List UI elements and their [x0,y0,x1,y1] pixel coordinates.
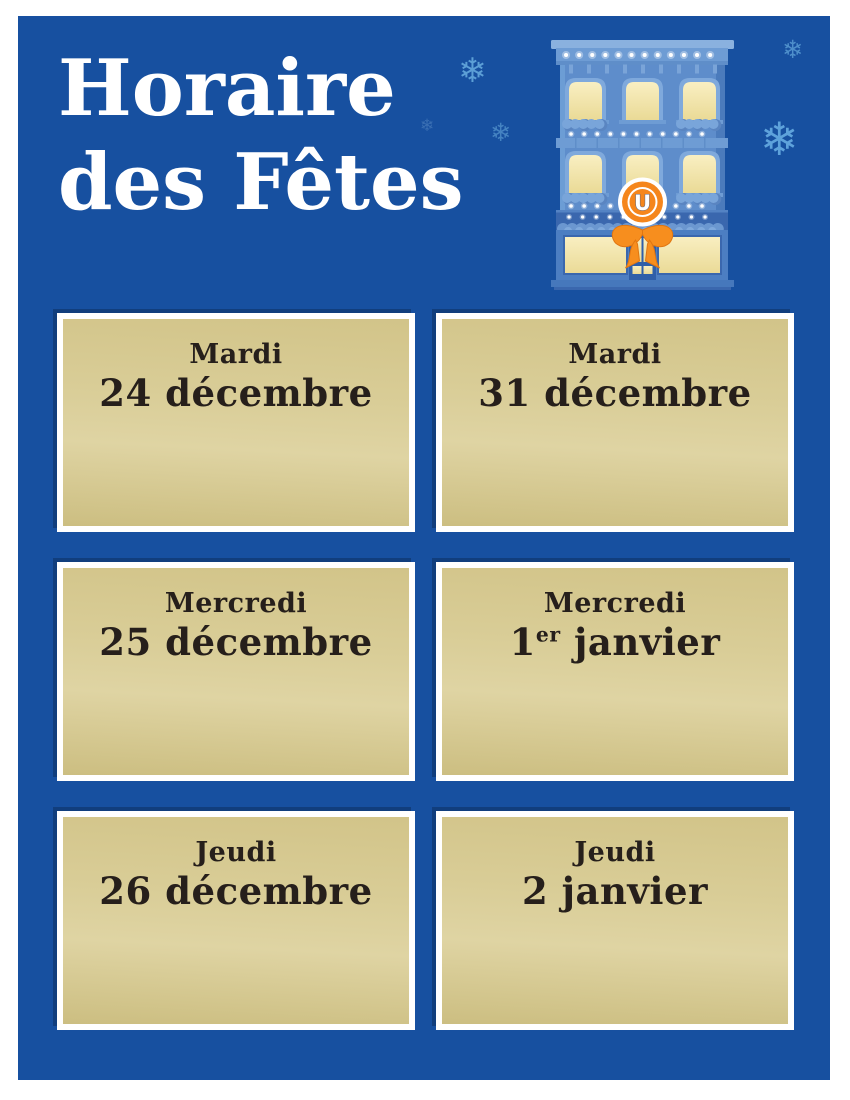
snowflake-icon: ❄ [458,51,487,91]
card-day-label: Mardi [568,339,662,370]
snowflake-icon: ❄ [760,112,799,166]
date-number: 1 [509,620,536,664]
u-logo-letter: U [633,191,652,215]
date-word: décembre [151,371,373,415]
date-word: janvier [560,620,721,664]
card-day-label: Mercredi [543,588,687,619]
storefront [551,230,734,290]
holiday-hours-poster [18,16,830,1080]
card-date-label [63,371,409,415]
date-number: 26 [99,869,152,913]
card-date-label [442,620,788,664]
schedule-cards-grid [57,313,794,1030]
card-date-label [442,869,788,913]
page-title-line2: des Fêtes [58,137,464,229]
date-number: 24 [99,371,152,415]
date-word: décembre [151,869,373,913]
card-date-label [63,620,409,664]
card-day-label: Jeudi [574,837,656,868]
snowflake-icon: ❄ [490,118,511,147]
building-ledge [556,138,728,148]
page-title-line1: Horaire [58,43,396,134]
date-number: 2 [522,869,549,913]
building-roof [551,40,734,65]
schedule-card [57,562,415,781]
card-date-label [63,869,409,913]
date-number: 31 [478,371,531,415]
card-day-label: Jeudi [195,837,277,868]
card-date-label [442,371,788,415]
card-day-label: Mercredi [164,588,308,619]
date-number: 25 [99,620,152,664]
date-word: décembre [530,371,752,415]
schedule-card [436,313,794,532]
date-word: décembre [151,620,373,664]
snowflake-icon: ❄ [782,35,803,64]
snowflake-icon: ❄ [420,116,435,136]
date-suffix: er [535,622,561,647]
schedule-card [436,811,794,1030]
page-title [58,42,464,231]
date-word: janvier [548,869,708,913]
card-day-label: Mardi [189,339,283,370]
store-building-illustration [545,38,740,290]
schedule-card [57,811,415,1030]
schedule-card [57,313,415,532]
schedule-card [436,562,794,781]
u-logo-badge [618,178,667,227]
